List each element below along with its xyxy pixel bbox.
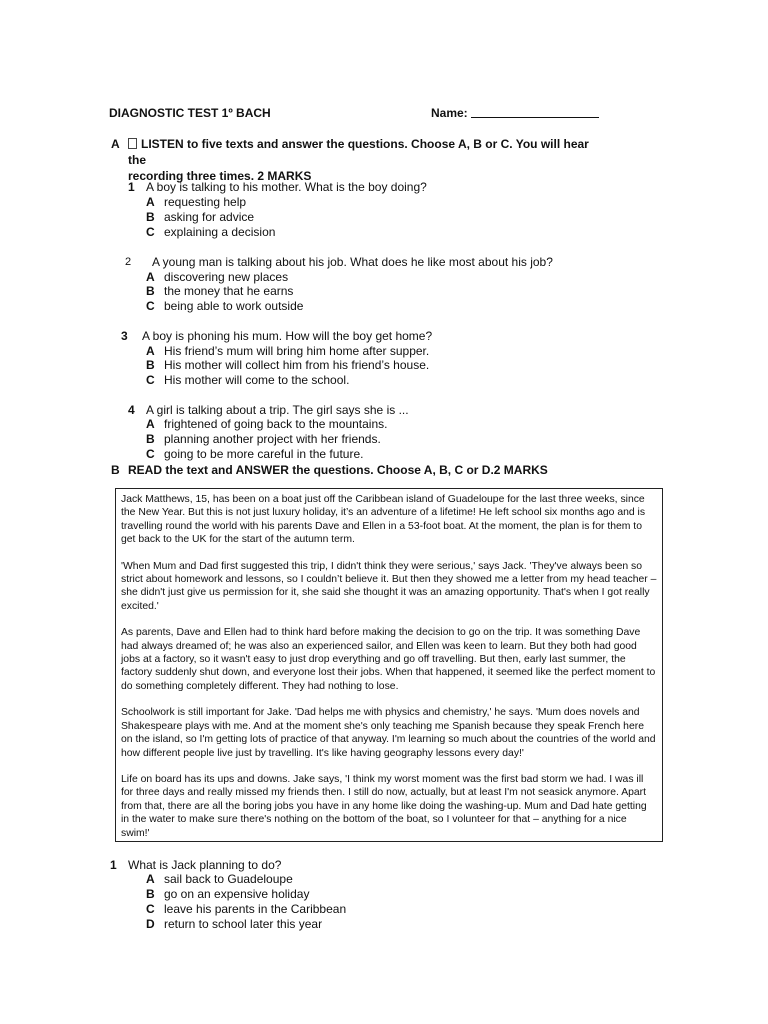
option-letter: A (146, 344, 155, 358)
passage-paragraph: Schoolwork is still important for Jake. 'Dad helps me with physics and chemistry,' he says. 'Mum does novels and Shakespeare plays with me. And at the moment she's only teaching me Spanish because they speak French here on the island, so I'm getting lots of practice of that anyway. I'm learning so much about the countries of the world and how different people live just by travelling. It's like having geography lessons every day!' (121, 707, 656, 759)
option-letter: A (146, 270, 155, 284)
option-text: go on an expensive holiday (164, 887, 310, 901)
question-number: 4 (128, 403, 135, 417)
reading-passage (115, 488, 663, 842)
option-letter: C (146, 447, 155, 461)
answer-option[interactable] (146, 872, 293, 887)
option-letter: B (146, 210, 155, 224)
option-text: discovering new places (164, 270, 289, 284)
option-letter: B (146, 284, 155, 298)
answer-option[interactable] (146, 195, 246, 210)
answer-option[interactable] (146, 225, 275, 240)
option-text: His mother will come to the school. (164, 373, 350, 387)
section-a-instruction-line1: LISTEN to five texts and answer the questions. Choose A, B or C. You will hear the (128, 137, 589, 167)
section-a-instruction-line2: recording three times. 2 MARKS (128, 169, 312, 183)
section-a-instruction (128, 136, 608, 184)
test-title: DIAGNOSTIC TEST 1º BACH (109, 106, 271, 120)
headphones-icon (128, 138, 137, 149)
option-text: frightened of going back to the mountains. (164, 417, 388, 431)
answer-option[interactable] (146, 373, 349, 388)
passage-paragraph: As parents, Dave and Ellen had to think hard before making the decision to go on the trip. It was something Dave had always dreamed of; he was also an experienced sailor, and Ellen was keen to learn. But they both had good jobs at a factory, so it wasn't easy to just drop everything and go off travelling. But then, early last summer, the factory suddenly shut down, and everyone lost their jobs. When that happened, it seemed like the perfect moment to do something completely different. They had nothing to lose. (121, 627, 656, 692)
option-text: requesting help (164, 195, 247, 209)
option-text: planning another project with her friends. (164, 432, 381, 446)
question-number: 1 (128, 180, 135, 194)
answer-option[interactable] (146, 358, 429, 373)
option-letter: A (146, 195, 155, 209)
option-letter: C (146, 225, 155, 239)
option-letter: A (146, 872, 155, 886)
answer-option[interactable] (146, 284, 293, 299)
passage-paragraph: Life on board has its ups and downs. Jake says, 'I think my worst moment was the first bad storm we had. I was ill for three days and really missed my friends then. I still do now, actually, but at least I'm not seasick anymore. Apart from that, there are all the boring jobs you have in any home like doing the washing-up. Mum and Dad hate getting in the water to make sure there's nothing on the bottom of the boat, so I volunteer for that – anything for a nice swim!' (121, 773, 647, 839)
option-letter: C (146, 299, 155, 313)
section-a-letter: A (111, 137, 120, 151)
question-text: A boy is talking to his mother. What is the boy doing? (146, 180, 427, 194)
answer-option[interactable] (146, 417, 387, 432)
option-text: return to school later this year (164, 917, 323, 931)
option-letter: B (146, 432, 155, 446)
question-number: 3 (121, 329, 128, 343)
passage-paragraph: 'When Mum and Dad first suggested this trip, I didn't think they were serious,' says Jack. 'They've always been so strict about homework and lessons, so I couldn’t believe it. But then they showed me a letter from my head teacher – she didn't just give us permission for it, she said she thought it was an amazing opportunity. That's when I got really excited.' (121, 560, 657, 612)
name-field[interactable] (431, 106, 599, 120)
answer-option[interactable] (146, 887, 309, 902)
section-b-letter: B (111, 463, 120, 477)
answer-option[interactable] (146, 447, 363, 462)
option-letter: A (146, 417, 155, 431)
name-blank-line[interactable] (471, 106, 599, 118)
answer-option[interactable] (146, 270, 288, 285)
option-text: being able to work outside (164, 299, 304, 313)
option-text: His friend’s mum will bring him home after supper. (164, 344, 430, 358)
question-text: A boy is phoning his mum. How will the boy get home? (142, 329, 433, 343)
option-text: sail back to Guadeloupe (164, 872, 293, 886)
answer-option[interactable] (146, 210, 254, 225)
option-letter: C (146, 902, 155, 916)
question-text: A girl is talking about a trip. The girl says she is ... (146, 403, 409, 417)
question-number: 2 (125, 256, 132, 268)
answer-option[interactable] (146, 299, 303, 314)
option-letter: C (146, 373, 155, 387)
option-text: explaining a decision (164, 225, 276, 239)
option-text: the money that he earns (164, 284, 294, 298)
option-text: going to be more careful in the future. (164, 447, 364, 461)
answer-option[interactable] (146, 917, 322, 932)
passage-paragraph: Jack Matthews, 15, has been on a boat just off the Caribbean island of Guadeloupe for the last three weeks, since the New Year. But this is not just luxury holiday, it’s an adventure of a lifetime! He left school six months ago and is travelling round the world with his parents Dave and Ellen in a 53-foot boat. At the moment, the plan is for them to get back to the UK for the start of the autumn term. (121, 494, 646, 546)
option-text: His mother will collect him from his friend’s house. (164, 358, 430, 372)
question-number: 1 (110, 858, 117, 872)
section-b-instruction: READ the text and ANSWER the questions. Choose A, B, C or D.2 MARKS (128, 463, 548, 477)
option-text: leave his parents in the Caribbean (164, 902, 347, 916)
question-text: What is Jack planning to do? (128, 858, 282, 872)
answer-option[interactable] (146, 432, 381, 447)
option-letter: B (146, 358, 155, 372)
option-letter: D (146, 917, 155, 931)
option-letter: B (146, 887, 155, 901)
answer-option[interactable] (146, 902, 346, 917)
question-text: A young man is talking about his job. What does he like most about his job? (152, 255, 553, 269)
option-text: asking for advice (164, 210, 255, 224)
name-label: Name: (431, 106, 468, 120)
answer-option[interactable] (146, 344, 429, 359)
